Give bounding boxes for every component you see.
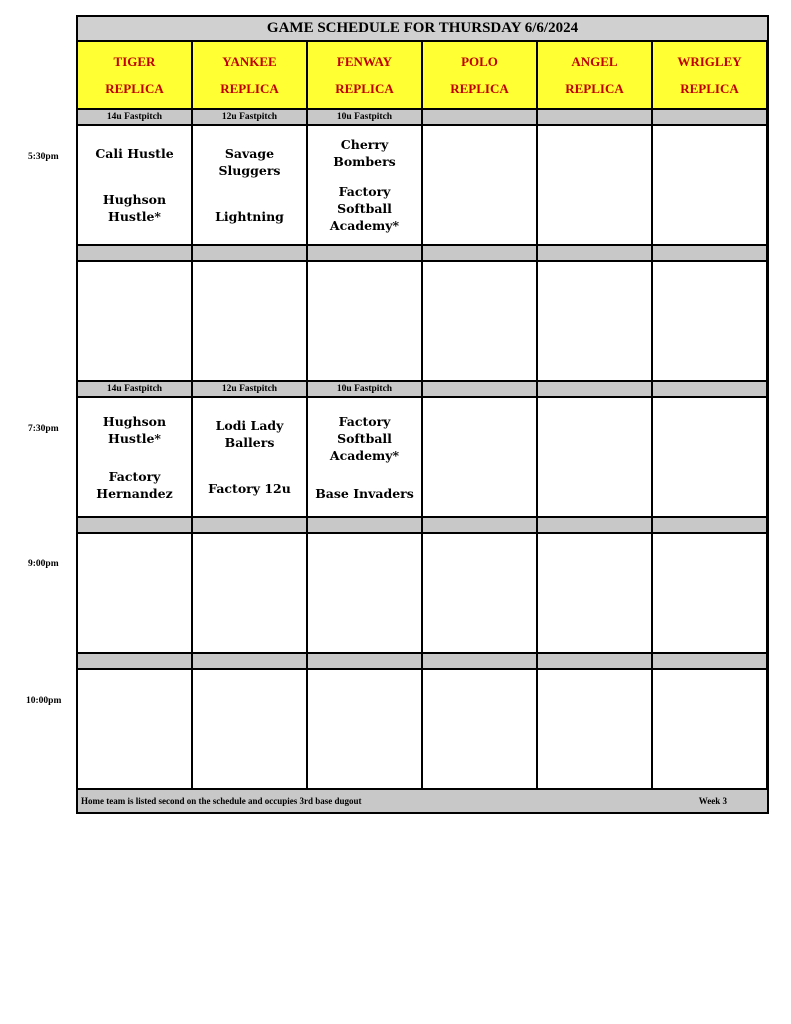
division-bar	[423, 518, 536, 532]
game-cell	[653, 126, 766, 244]
game-cell	[193, 126, 306, 244]
away-team: Cali Hustle	[95, 145, 174, 161]
field-name: WRIGLEY	[677, 53, 742, 69]
field-type: REPLICA	[450, 80, 509, 96]
field-name: TIGER	[113, 53, 156, 69]
field-name: FENWAY	[336, 53, 393, 69]
division-bar	[423, 654, 536, 668]
game-cell	[653, 670, 766, 788]
game-cell	[193, 398, 306, 516]
home-team: Base Invaders	[315, 485, 414, 501]
field-type: REPLICA	[105, 80, 164, 96]
game-cell	[653, 262, 766, 380]
game-cell	[193, 670, 306, 788]
away-team: Hughson Hustle*	[102, 413, 167, 446]
game-cell	[423, 262, 536, 380]
home-team: Lightning	[215, 209, 284, 225]
home-team: Hughson Hustle*	[102, 192, 167, 225]
division-bar	[653, 246, 766, 260]
division-bar	[538, 246, 651, 260]
schedule-footer	[78, 790, 767, 812]
home-team: Factory Softball Academy*	[329, 183, 400, 233]
game-cell	[538, 670, 651, 788]
week-label: Week 3	[698, 796, 727, 806]
time-label: 7:30pm	[28, 424, 59, 434]
game-cell	[308, 398, 421, 516]
home-team: Factory Hernandez	[96, 468, 173, 501]
division-bar	[538, 110, 651, 124]
division-bar	[308, 654, 421, 668]
field-type: REPLICA	[565, 80, 624, 96]
time-label: 10:00pm	[26, 696, 62, 706]
field-type: REPLICA	[680, 80, 739, 96]
away-team: Lodi Lady Ballers	[215, 417, 284, 450]
division-bar	[78, 654, 191, 668]
game-cell	[423, 534, 536, 652]
game-cell	[538, 398, 651, 516]
game-cell	[423, 398, 536, 516]
game-cell	[308, 534, 421, 652]
division-bar	[423, 382, 536, 396]
field-name: ANGEL	[571, 53, 618, 69]
field-header	[423, 42, 536, 108]
division-bar	[308, 518, 421, 532]
division-bar	[193, 518, 306, 532]
game-cell	[653, 534, 766, 652]
division-bar	[653, 382, 766, 396]
division-bar	[538, 518, 651, 532]
game-cell	[193, 262, 306, 380]
division-bar: 14u Fastpitch	[78, 110, 191, 124]
home-team: Factory 12u	[208, 481, 291, 497]
division-bar	[423, 110, 536, 124]
schedule-title: GAME SCHEDULE FOR THURSDAY 6/6/2024	[78, 17, 767, 40]
field-header	[193, 42, 306, 108]
time-label: 9:00pm	[28, 559, 59, 569]
footer-note: Home team is listed second on the schedule and occupies 3rd base dugout	[81, 796, 362, 806]
field-type: REPLICA	[220, 80, 279, 96]
division-bar: 10u Fastpitch	[308, 382, 421, 396]
game-cell	[538, 126, 651, 244]
game-cell	[423, 670, 536, 788]
division-bar	[538, 382, 651, 396]
game-cell	[193, 534, 306, 652]
away-team: Factory Softball Academy*	[329, 413, 400, 463]
division-bar: 12u Fastpitch	[193, 110, 306, 124]
game-cell	[308, 670, 421, 788]
division-bar	[538, 654, 651, 668]
division-bar	[193, 654, 306, 668]
division-bar	[423, 246, 536, 260]
field-type: REPLICA	[335, 80, 394, 96]
division-bar	[193, 246, 306, 260]
division-bar	[78, 246, 191, 260]
game-cell	[78, 398, 191, 516]
division-bar	[653, 654, 766, 668]
division-bar: 14u Fastpitch	[78, 382, 191, 396]
division-bar	[78, 518, 191, 532]
schedule-table	[76, 15, 769, 814]
field-name: YANKEE	[222, 53, 277, 69]
game-cell	[78, 534, 191, 652]
division-bar: 12u Fastpitch	[193, 382, 306, 396]
field-header	[538, 42, 651, 108]
game-cell	[78, 262, 191, 380]
game-cell	[653, 398, 766, 516]
division-bar	[653, 110, 766, 124]
game-cell	[78, 670, 191, 788]
game-cell	[423, 126, 536, 244]
field-header	[653, 42, 766, 108]
division-bar: 10u Fastpitch	[308, 110, 421, 124]
game-cell	[308, 262, 421, 380]
away-team: Cherry Bombers	[333, 137, 396, 170]
division-bar	[653, 518, 766, 532]
away-team: Savage Sluggers	[218, 145, 281, 178]
field-header	[308, 42, 421, 108]
game-cell	[538, 262, 651, 380]
game-cell	[78, 126, 191, 244]
game-cell	[538, 534, 651, 652]
field-name: POLO	[461, 53, 498, 69]
field-header	[78, 42, 191, 108]
time-label: 5:30pm	[28, 152, 59, 162]
game-cell	[308, 126, 421, 244]
division-bar	[308, 246, 421, 260]
